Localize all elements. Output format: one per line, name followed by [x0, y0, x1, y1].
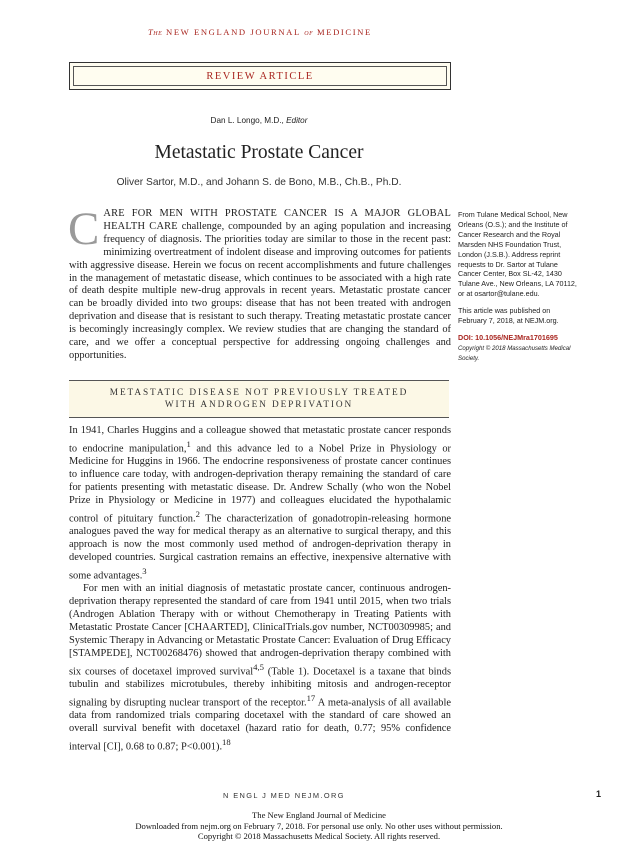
body-paragraph [69, 583, 451, 754]
citation-ref[interactable]: 17 [306, 693, 316, 704]
editor-credit [0, 116, 518, 125]
copyright-note: Copyright © 2018 Massachusetts Medical Society. [458, 344, 571, 362]
section-heading-box [69, 380, 449, 418]
editor-name: Dan L. Longo, M.D., [210, 116, 287, 125]
journal-header-the: The [148, 27, 163, 37]
abstract-body: challenge, compounded by an aging population and increasing frequency of diagnosis. The priorities today are similar to those in the recent past: minimizing overtreatment of indolent disease and improving outcomes for patients with aggressive disease. Herein we focus on recent accomplishments and future challenges in the management of metastatic disease, which continues to be associated with a high rate of death despite multiple new-drug approvals in recent years. Metastatic prostate cancer can be broadly divided into two groups: disease that has not been treated with androgen deprivation and disease that is resistant to such therapy. Treating metastatic prostate cancer is becomingly increasingly complex. We review studies that are changing the standard of care, and we offer a conceptual perspective for addressing ongoing challenges and opportunities. [69, 220, 451, 361]
article-type-banner [69, 62, 451, 90]
download-notice-line1: The New England Journal of Medicine [252, 810, 386, 820]
journal-header-name: NEW ENGLAND JOURNAL [166, 27, 301, 37]
abstract-dropcap: C [68, 203, 100, 255]
doi-link[interactable]: DOI: 10.1056/NEJMra1701695 [458, 332, 558, 342]
article-body [69, 425, 451, 755]
abstract-lead: ARE FOR MEN WITH PROSTATE CANCER IS A MAJOR GLOBAL HEALTH CARE [103, 208, 451, 232]
download-notice [0, 810, 638, 842]
publication-note: This article was published on February 7, 2018, at NEJM.org. [458, 306, 559, 326]
article-title: Metastatic Prostate Cancer [154, 142, 364, 163]
editor-role: Editor [286, 116, 308, 125]
citation-ref[interactable]: 4,5 [253, 661, 264, 672]
article-sidebar [458, 210, 578, 371]
body-text-run: In 1941, Charles Huggins and a colleague showed that metastatic prostate cancer responds to endocrine manipulation, [69, 425, 451, 455]
body-text-run: For men with an initial diagnosis of metastatic prostate cancer, continuous androgen-deprivation therapy represented the standard of care from 1941 until 2015, when two trials (Androgen Ablation Therapy with or without Chemotherapy in Treating Patients with Metastatic Prostate Cancer [CHAARTED], ClinicalTrials.gov number, NCT00309985; and Systemic Therapy in Advancing or Metastatic Prostate Cancer: Evaluation of Drug Efficacy [STAMPEDE], NCT00268476) showed that androgen-deprivation therapy combined with six courses of docetaxel improved survival [69, 583, 451, 678]
section-heading: METASTATIC DISEASE NOT PREVIOUSLY TREATED WITH ANDROGEN DEPRIVATION [109, 388, 409, 410]
article-type-label: REVIEW ARTICLE [206, 70, 314, 82]
citation-ref[interactable]: 2 [195, 508, 200, 519]
body-paragraph [69, 425, 451, 583]
body-text-run: The characterization of gonadotropin-releasing hormone analogues paved the way for medical therapy as an alternative to surgical therapy, and this approach is now the most commonly used method of androgen-deprivation therapy in developed countries. Surgical castration remains an effective, inexpensive alternative with some advantages. [69, 513, 452, 582]
download-notice-line3: Copyright © 2018 Massachusetts Medical Society. All rights reserved. [197, 831, 441, 842]
citation-ref[interactable]: 18 [222, 737, 231, 748]
citation-ref[interactable]: 3 [142, 566, 147, 576]
journal-header-medicine: MEDICINE [317, 27, 372, 37]
page-number: 1 [596, 789, 602, 799]
citation-ref[interactable]: 1 [186, 438, 191, 449]
author-affiliation: From Tulane Medical School, New Orleans (O.S.); and the Institute of Cancer Research and the Royal Marsden NHS Foundation Trust, London (J.S.B.). Address reprint requests to Dr. Sartor at Tulane Cancer Center, Box SL-42, 1430 Tulane Ave., New Orleans, LA 70112, or at osartor@tulane.edu. [458, 210, 577, 299]
banner-inner-frame [73, 66, 447, 86]
body-text-run: A meta-analysis of all available data from randomized trials comparing docetaxel with the standard of care showed an overall survival benefit with docetaxel (hazard ratio for death, 0.77; 95% confidence interval [CI], 0.68 to 0.87; P<0.001). [69, 697, 451, 753]
journal-header-of: of [304, 27, 314, 37]
download-notice-line2: Downloaded from nejm.org on February 7, 2018. For personal use only. No other uses without permission. [135, 820, 503, 831]
article-authors: Oliver Sartor, M.D., and Johann S. de Bono, M.B., Ch.B., Ph.D. [116, 177, 402, 188]
body-text-run: and this advance led to a Nobel Prize in Physiology or Medicine for Huggins in 1966. The endocrine responsiveness of prostate cancer continues to influence care today, with androgen-deprivation therapy remaining the standard of care for patients presenting with metastatic disease. Dr. Andrew Schally (who won the Nobel Prize in Physiology or Medicine in 1977) and colleagues elucidated the hypothalamic control of pituitary function. [69, 443, 452, 525]
journal-header [148, 27, 372, 37]
abstract [68, 203, 451, 363]
footer-journal-citation: N ENGL J MED NEJM.ORG [223, 791, 345, 800]
body-text-run: (Table 1). Docetaxel is a taxane that binds tubulin and stabilizes microtubules, thereby inhibiting mitosis and androgen-receptor signaling by disrupting nuclear transport of the receptor. [69, 666, 451, 709]
